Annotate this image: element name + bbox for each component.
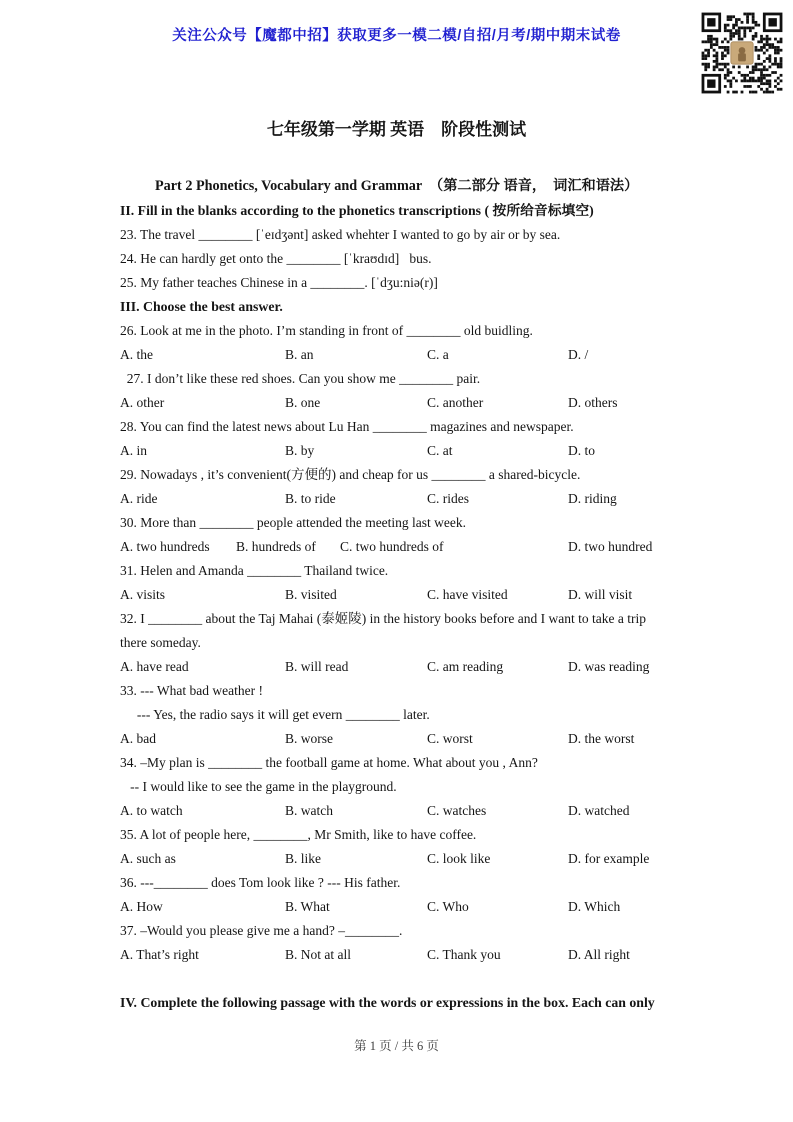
option-d: D. two hundred xyxy=(568,539,653,554)
option-c: C. Who xyxy=(427,899,469,914)
option-d: D. watched xyxy=(568,803,630,818)
options-row xyxy=(120,655,682,679)
option-d: D. was reading xyxy=(568,659,650,674)
section-heading: II. Fill in the blanks according to the phonetics transcriptions ( 按所给音标填空) xyxy=(120,203,594,218)
option-d: D. will visit xyxy=(568,587,633,602)
option-a: A. in xyxy=(120,443,147,458)
option-a: A. How xyxy=(120,899,163,914)
option-c: C. worst xyxy=(427,731,473,746)
option-b: B. Not at all xyxy=(285,947,351,962)
option-c: C. watches xyxy=(427,803,487,818)
options-row xyxy=(120,439,682,463)
option-c: C. am reading xyxy=(427,659,504,674)
question-list xyxy=(120,199,682,1015)
options-row xyxy=(120,847,682,871)
option-d: D. Which xyxy=(568,899,621,914)
question-text-line: 26. Look at me in the photo. I’m standing in front of ________ old buidling. xyxy=(120,323,533,338)
option-b: B. one xyxy=(285,395,321,410)
option-b: B. will read xyxy=(285,659,349,674)
page-title: 七年级第一学期 英语 阶段性测试 xyxy=(266,120,527,139)
option-c: C. rides xyxy=(427,491,469,506)
page-number: 第 1 页 / 共 6 页 xyxy=(354,1039,439,1053)
option-c: C. at xyxy=(427,443,453,458)
option-d: D. / xyxy=(568,347,589,362)
option-d: D. the worst xyxy=(568,731,635,746)
question-text-line: 31. Helen and Amanda ________ Thailand twice. xyxy=(120,563,389,578)
option-d: D. All right xyxy=(568,947,630,962)
options-row xyxy=(120,535,682,559)
blank-line xyxy=(120,967,682,991)
option-a: A. visits xyxy=(120,587,166,602)
option-d: D. for example xyxy=(568,851,650,866)
section-heading: III. Choose the best answer. xyxy=(120,299,283,314)
option-b: B. What xyxy=(285,899,330,914)
question-text-line: 36. ---________ does Tom look like ? --- His father. xyxy=(120,875,401,890)
question-text-line: 35. A lot of people here, ________, Mr Smith, like to have coffee. xyxy=(120,827,477,842)
option-b: B. by xyxy=(285,443,315,458)
question-text-line: 34. –My plan is ________ the football game at home. What about you , Ann? xyxy=(120,755,538,770)
option-d: D. riding xyxy=(568,491,617,506)
option-b: B. like xyxy=(285,851,321,866)
options-row xyxy=(120,583,682,607)
option-b: B. worse xyxy=(285,731,333,746)
option-a: A. two hundreds xyxy=(120,539,210,554)
options-row xyxy=(120,799,682,823)
option-a: A. such as xyxy=(120,851,176,866)
question-text-line: 24. He can hardly get onto the ________ [ˈkraʊdɪd] bus. xyxy=(120,251,432,266)
option-c: C. a xyxy=(427,347,449,362)
question-text-line: 27. I don’t like these red shoes. Can you show me ________ pair. xyxy=(120,371,481,386)
question-text-line: 30. More than ________ people attended the meeting last week. xyxy=(120,515,467,530)
question-text-line: 32. I ________ about the Taj Mahai (泰姬陵) in the history books before and I want to take a trip xyxy=(120,611,646,626)
question-text-line: 25. My father teaches Chinese in a ________. [ˈdʒu:niə(r)] xyxy=(120,275,438,290)
option-a: A. the xyxy=(120,347,153,362)
options-row xyxy=(120,727,682,751)
option-c: C. Thank you xyxy=(427,947,501,962)
options-row xyxy=(120,391,682,415)
part2-heading: Part 2 Phonetics, Vocabulary and Grammar （第二部分 语音， 词汇和语法） xyxy=(155,178,639,194)
option-d: D. others xyxy=(568,395,618,410)
option-b: B. to ride xyxy=(285,491,336,506)
question-text-line: 33. --- What bad weather ! xyxy=(120,683,263,698)
options-row xyxy=(120,895,682,919)
option-a: A. ride xyxy=(120,491,158,506)
options-row xyxy=(120,343,682,367)
option-c: C. have visited xyxy=(427,587,508,602)
question-text-line: there someday. xyxy=(120,635,201,650)
option-c: C. two hundreds of xyxy=(340,539,444,554)
question-text-line: 37. –Would you please give me a hand? –________. xyxy=(120,923,403,938)
options-row xyxy=(120,943,682,967)
option-a: A. other xyxy=(120,395,165,410)
option-b: B. an xyxy=(285,347,314,362)
option-c: C. look like xyxy=(427,851,491,866)
question-text-line: 29. Nowadays , it’s convenient(方便的) and cheap for us ________ a shared-bicycle. xyxy=(120,467,581,482)
option-d: D. to xyxy=(568,443,595,458)
question-text-line: 23. The travel ________ [ˈeɪdʒənt] asked whehter I wanted to go by air or by sea. xyxy=(120,227,561,242)
options-row xyxy=(120,487,682,511)
qr-code-icon xyxy=(696,7,788,99)
option-b: B. hundreds of xyxy=(236,539,316,554)
option-c: C. another xyxy=(427,395,484,410)
option-a: A. have read xyxy=(120,659,189,674)
option-b: B. watch xyxy=(285,803,333,818)
option-a: A. bad xyxy=(120,731,156,746)
question-text-line: --- Yes, the radio says it will get evern ________ later. xyxy=(120,707,430,722)
option-a: A. to watch xyxy=(120,803,183,818)
question-text-line: 28. You can find the latest news about Lu Han ________ magazines and newspaper. xyxy=(120,419,574,434)
promo-banner: 关注公众号【魔都中招】获取更多一模二模/自招/月考/期中期末试卷 xyxy=(172,28,621,44)
section-heading: IV. Complete the following passage with the words or expressions in the box. Each can only xyxy=(120,995,655,1010)
option-b: B. visited xyxy=(285,587,337,602)
option-a: A. That’s right xyxy=(120,947,199,962)
question-text-line: -- I would like to see the game in the playground. xyxy=(120,779,397,794)
